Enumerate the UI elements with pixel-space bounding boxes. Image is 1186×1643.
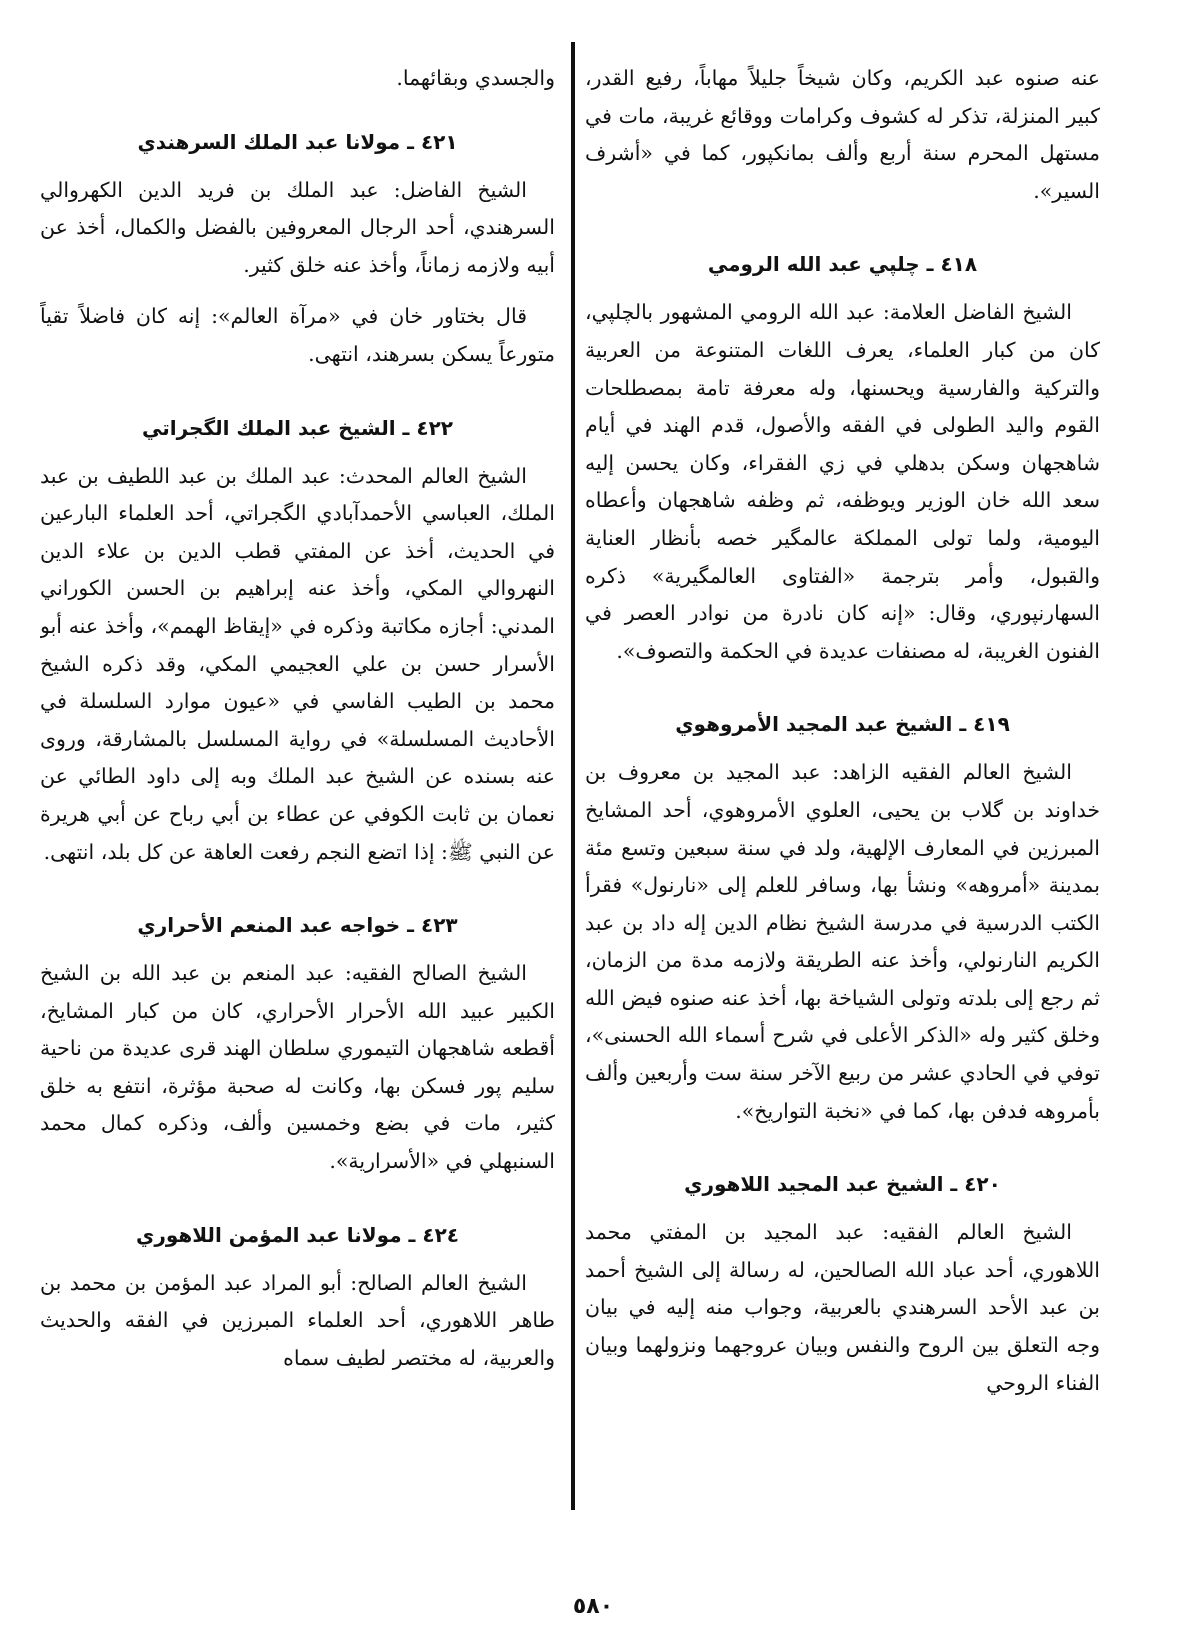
entry-paragraph: الشيخ الفاضل العلامة: عبد الله الرومي المشهور بالچلپي، كان من كبار العلماء، يعرف اللغات المتنوعة من العربية والتركية والفارسية ويحسنها، وله معرفة تامة بمصطلحات القوم واليد الطولى في الفقه والأصول، قدم الهند في أيام شاهجهان وسكن بدهلي في زي الفقراء، وكان يحسن إليه سعد الله خان الوزير ويوظفه، ثم وظفه شاهجهان وأعطاه اليومية، ولما تولى المملكة عالمگير خصه بأنظار العناية والقبول، وأمر بترجمة «الفتاوى العالمگيرية» ذكره السهارنپوري، وقال: «إنه كان نادرة من نوادر العصر في الفنون الغريبة، له مصنفات عديدة في الحكمة والتصوف». [585,300,1100,663]
entry-424 [40,1217,555,1378]
entry-419 [585,706,1100,1130]
entry-418 [585,246,1100,670]
entry-423 [40,907,555,1181]
entry-paragraph: الشيخ الفاضل: عبد الملك بن فريد الدين الكهروالي السرهندي، أحد الرجال المعروفين بالفضل والكمال، أخذ عن أبيه ولازمه زماناً، وأخذ عنه خلق كثير. [40,177,555,277]
continuation-text: والجسدي وبقائهما. [396,66,555,90]
entry-422 [40,410,555,872]
entry-heading: ٤٢٤ ـ مولانا عبد المؤمن اللاهوري [136,1222,459,1247]
entry-paragraph: الشيخ العالم الفقيه: عبد المجيد بن المفتي محمد اللاهوري، أحد عباد الله الصالحين، له رسالة إلى الشيخ أحمد بن عبد الأحد السرهندي بالعربية، وجواب منه إليه في بيان وجه التعلق بين الروح والنفس وبيان عروجهما ونزولهما وبيان الفناء الروحي [585,1220,1100,1395]
entry-heading: ٤٢٣ ـ خواجه عبد المنعم الأحراري [137,913,458,938]
entry-paragraph: الشيخ الصالح الفقيه: عبد المنعم بن عبد الله بن الشيخ الكبير عبيد الله الأحرار الأحراري، كان من كبار المشايخ، أقطعه شاهجهان التيموري سلطان الهند قرى عديدة من ناحية سليم پور فسكن بها، وكانت له صحبة مؤثرة، انتفع به خلق كثير، مات في بضع وخمسين وألف، وذكره كمال محمد السنبهلي في «الأسرارية». [40,961,555,1174]
left-column [40,60,555,1580]
entry-420 [585,1166,1100,1402]
entry-heading: ٤١٩ ـ الشيخ عبد المجيد الأمروهوي [675,712,1010,737]
continuation-text: عنه صنوه عبد الكريم، وكان شيخاً جليلاً مهاباً، رفيع القدر، كبير المنزلة، تذكر له كشوف وكرامات ووقائع غريبة، مات في مستهل المحرم سنة أربع وألف بمانكپور، كما في «أشرف السير». [585,66,1100,203]
entry-paragraph: الشيخ العالم المحدث: عبد الملك بن عبد اللطيف بن عبد الملك، العباسي الأحمدآبادي الگجراتي، أحد العلماء البارعين في الحديث، أخذ عن المفتي قطب الدين بن علاء الدين النهروالي المكي، وأخذ عنه إبراهيم بن الحسن الكوراني المدني: أجازه مكاتبة وذكره في «إيقاظ الهمم»، وأخذ عنه أبو الأسرار حسن بن علي العجيمي المكي، وقد ذكره الشيخ محمد بن الطيب الفاسي في «عيون موارد السلسلة في الأحاديث المسلسلة» في رواية المسلسل بالمشارقة، وروى عنه بسنده عن الشيخ عبد الملك وبه إلى داود الطائي عن نعمان بن ثابت الكوفي عن عطاء بن أبي رباح عن أبي هريرة عن النبي ﷺ: إذا اتضع النجم رفعت العاهة عن كل بلد، انتهى. [40,463,555,864]
entry-421 [40,124,555,374]
entry-heading: ٤٢٠ ـ الشيخ عبد المجيد اللاهوري [684,1172,1001,1197]
entry-heading: ٤٢١ ـ مولانا عبد الملك السرهندي [137,129,458,154]
column-divider [571,42,575,1510]
entry-paragraph: الشيخ العالم الصالح: أبو المراد عبد المؤمن بن محمد بن طاهر اللاهوري، أحد العلماء المبرزين في الفقه والحديث والعربية، له مختصر لطيف سماه [40,1270,555,1370]
right-column [585,60,1100,1580]
entry-paragraph: قال بختاور خان في «مرآة العالم»: إنه كان فاضلاً تقياً متورعاً يسكن بسرهند، انتهى. [40,304,555,366]
entry-heading: ٤٢٢ ـ الشيخ عبد الملك الگجراتي [142,415,453,440]
entry-paragraph: الشيخ العالم الفقيه الزاهد: عبد المجيد بن معروف بن خداوند بن گلاب بن يحيى، العلوي الأمروهوي، أحد المشايخ المبرزين في المعارف الإلهية، ولد في سنة سبعين وتسع مئة بمدينة «أمروهه» ونشأ بها، وسافر للعلم إلى «نارنول» فقرأ الكتب الدرسية في مدرسة الشيخ نظام الدين إله داد بن عبد الكريم النارنولي، وأخذ عنه الطريقة ولازمه مدة من الزمان، ثم رجع إلى بلدته وتولى الشياخة بها، أخذ عنه صنوه فيض الله وخلق كثير وله «الذكر الأعلى في شرح أسماء الله الحسنى»، توفي في الحادي عشر من ربيع الآخر سنة ست وأربعين وألف بأمروهه فدفن بها، كما في «نخبة التواريخ». [585,760,1100,1123]
entry-heading: ٤١٨ ـ چلپي عبد الله الرومي [707,252,978,277]
page-number: ٥٨٠ [572,1594,614,1619]
